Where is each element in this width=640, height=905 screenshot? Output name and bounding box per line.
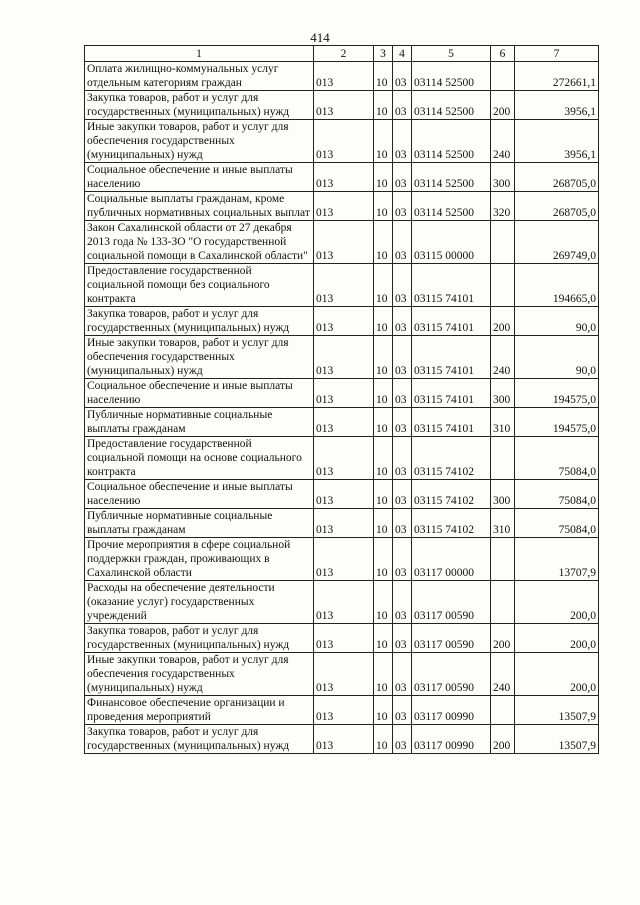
row-section-code: 10 [374,379,393,408]
table-row [85,379,599,408]
row-admin-code: 013 [314,696,374,725]
row-admin-code: 013 [314,480,374,509]
row-name: Закупка товаров, работ и услуг для государственных (муниципальных) нужд [85,91,314,120]
row-section-code: 10 [374,653,393,696]
column-header: 7 [515,46,599,62]
row-section-code: 10 [374,336,393,379]
row-name: Иные закупки товаров, работ и услуг для обеспечения государственных (муниципальных) нужд [85,336,314,379]
row-admin-code: 013 [314,336,374,379]
row-target-article: 03115 74102 [412,509,491,538]
row-target-article: 03115 74101 [412,408,491,437]
row-section-code: 10 [374,221,393,264]
row-subsection-code: 03 [393,379,412,408]
column-header: 5 [412,46,491,62]
row-section-code: 10 [374,163,393,192]
row-section-code: 10 [374,538,393,581]
row-expense-type: 300 [491,480,515,509]
row-admin-code: 013 [314,264,374,307]
row-admin-code: 013 [314,653,374,696]
row-amount: 269749,0 [515,221,599,264]
row-subsection-code: 03 [393,163,412,192]
row-target-article: 03114 52500 [412,192,491,221]
row-expense-type [491,437,515,480]
row-section-code: 10 [374,120,393,163]
row-amount: 194575,0 [515,408,599,437]
row-name: Социальное обеспечение и иные выплаты населению [85,480,314,509]
table-row [85,336,599,379]
row-amount: 3956,1 [515,91,599,120]
row-target-article: 03117 00990 [412,725,491,754]
row-admin-code: 013 [314,120,374,163]
row-name: Закупка товаров, работ и услуг для государственных (муниципальных) нужд [85,307,314,336]
row-subsection-code: 03 [393,408,412,437]
row-expense-type [491,221,515,264]
row-target-article: 03115 74101 [412,336,491,379]
table-row [85,509,599,538]
row-amount: 75084,0 [515,480,599,509]
row-target-article: 03115 74101 [412,307,491,336]
row-expense-type [491,62,515,91]
table-row [85,120,599,163]
row-amount: 13507,9 [515,725,599,754]
row-subsection-code: 03 [393,624,412,653]
row-subsection-code: 03 [393,192,412,221]
row-admin-code: 013 [314,581,374,624]
row-name: Расходы на обеспечение деятельности (оказание услуг) государственных учреждений [85,581,314,624]
row-admin-code: 013 [314,62,374,91]
row-expense-type: 200 [491,91,515,120]
row-expense-type: 200 [491,307,515,336]
row-amount: 3956,1 [515,120,599,163]
row-name: Иные закупки товаров, работ и услуг для обеспечения государственных (муниципальных) нужд [85,120,314,163]
row-name: Предоставление государственной социальной помощи без социального контракта [85,264,314,307]
row-subsection-code: 03 [393,120,412,163]
row-name: Социальное обеспечение и иные выплаты населению [85,379,314,408]
row-amount: 13507,9 [515,696,599,725]
row-expense-type [491,696,515,725]
row-name: Иные закупки товаров, работ и услуг для обеспечения государственных (муниципальных) нужд [85,653,314,696]
table-row [85,653,599,696]
row-amount: 268705,0 [515,192,599,221]
row-name: Публичные нормативные социальные выплаты гражданам [85,509,314,538]
row-amount: 272661,1 [515,62,599,91]
table-row [85,307,599,336]
row-name: Предоставление государственной социальной помощи на основе социального контракта [85,437,314,480]
row-expense-type: 320 [491,192,515,221]
row-subsection-code: 03 [393,581,412,624]
row-target-article: 03115 00000 [412,221,491,264]
row-target-article: 03115 74101 [412,379,491,408]
table-row [85,624,599,653]
row-name: Социальное обеспечение и иные выплаты населению [85,163,314,192]
row-section-code: 10 [374,307,393,336]
row-name: Закон Сахалинской области от 27 декабря 2013 года № 133-ЗО "О государственной социальной помощи в Сахалинской области" [85,221,314,264]
row-admin-code: 013 [314,192,374,221]
row-subsection-code: 03 [393,653,412,696]
row-target-article: 03114 52500 [412,91,491,120]
row-admin-code: 013 [314,163,374,192]
row-subsection-code: 03 [393,264,412,307]
row-amount: 75084,0 [515,509,599,538]
row-amount: 75084,0 [515,437,599,480]
row-name: Оплата жилищно-коммунальных услуг отдельным категориям граждан [85,62,314,91]
column-header: 6 [491,46,515,62]
row-target-article: 03114 52500 [412,62,491,91]
row-subsection-code: 03 [393,538,412,581]
row-amount: 200,0 [515,581,599,624]
row-amount: 200,0 [515,624,599,653]
row-expense-type: 300 [491,379,515,408]
row-admin-code: 013 [314,91,374,120]
row-amount: 268705,0 [515,163,599,192]
row-section-code: 10 [374,62,393,91]
row-expense-type: 240 [491,336,515,379]
row-name: Публичные нормативные социальные выплаты гражданам [85,408,314,437]
row-expense-type: 200 [491,725,515,754]
table-row [85,192,599,221]
row-section-code: 10 [374,581,393,624]
table-row [85,163,599,192]
row-admin-code: 013 [314,307,374,336]
row-target-article: 03117 00990 [412,696,491,725]
row-amount: 13707,9 [515,538,599,581]
table-row [85,221,599,264]
row-section-code: 10 [374,264,393,307]
row-admin-code: 013 [314,624,374,653]
row-section-code: 10 [374,192,393,221]
row-expense-type: 300 [491,163,515,192]
row-name: Социальные выплаты гражданам, кроме публичных нормативных социальных выплат [85,192,314,221]
column-header: 4 [393,46,412,62]
row-subsection-code: 03 [393,62,412,91]
table-row [85,538,599,581]
row-section-code: 10 [374,624,393,653]
row-target-article: 03114 52500 [412,120,491,163]
row-target-article: 03114 52500 [412,163,491,192]
row-expense-type [491,264,515,307]
row-section-code: 10 [374,91,393,120]
row-subsection-code: 03 [393,437,412,480]
row-target-article: 03117 00590 [412,653,491,696]
table-row [85,725,599,754]
row-section-code: 10 [374,437,393,480]
row-name: Прочие мероприятия в сфере социальной поддержки граждан, проживающих в Сахалинской области [85,538,314,581]
row-target-article: 03117 00590 [412,581,491,624]
row-amount: 90,0 [515,336,599,379]
row-admin-code: 013 [314,408,374,437]
table-body [85,62,599,754]
row-admin-code: 013 [314,509,374,538]
row-admin-code: 013 [314,538,374,581]
table-row [85,408,599,437]
row-subsection-code: 03 [393,307,412,336]
row-admin-code: 013 [314,437,374,480]
row-expense-type: 240 [491,653,515,696]
row-subsection-code: 03 [393,725,412,754]
row-target-article: 03115 74101 [412,264,491,307]
page-number: 414 [310,30,330,45]
row-admin-code: 013 [314,725,374,754]
row-subsection-code: 03 [393,696,412,725]
row-subsection-code: 03 [393,221,412,264]
table-row [85,264,599,307]
row-target-article: 03117 00590 [412,624,491,653]
row-expense-type: 310 [491,509,515,538]
row-target-article: 03117 00000 [412,538,491,581]
row-subsection-code: 03 [393,480,412,509]
row-expense-type: 240 [491,120,515,163]
row-expense-type [491,581,515,624]
row-name: Закупка товаров, работ и услуг для государственных (муниципальных) нужд [85,725,314,754]
row-amount: 200,0 [515,653,599,696]
row-subsection-code: 03 [393,509,412,538]
row-section-code: 10 [374,696,393,725]
column-header: 1 [85,46,314,62]
row-section-code: 10 [374,509,393,538]
row-section-code: 10 [374,408,393,437]
row-target-article: 03115 74102 [412,437,491,480]
row-name: Закупка товаров, работ и услуг для государственных (муниципальных) нужд [85,624,314,653]
row-subsection-code: 03 [393,91,412,120]
table-row [85,480,599,509]
row-expense-type: 200 [491,624,515,653]
table-row [85,62,599,91]
row-expense-type [491,538,515,581]
table-row [85,91,599,120]
row-name: Финансовое обеспечение организации и проведения мероприятий [85,696,314,725]
column-header: 3 [374,46,393,62]
row-admin-code: 013 [314,379,374,408]
row-section-code: 10 [374,480,393,509]
row-subsection-code: 03 [393,336,412,379]
table-row [85,437,599,480]
row-amount: 194665,0 [515,264,599,307]
row-admin-code: 013 [314,221,374,264]
budget-table [84,45,599,754]
table-row [85,581,599,624]
table-row [85,696,599,725]
table-header-row [85,46,599,62]
row-section-code: 10 [374,725,393,754]
row-amount: 90,0 [515,307,599,336]
row-amount: 194575,0 [515,379,599,408]
row-target-article: 03115 74102 [412,480,491,509]
column-header: 2 [314,46,374,62]
row-expense-type: 310 [491,408,515,437]
